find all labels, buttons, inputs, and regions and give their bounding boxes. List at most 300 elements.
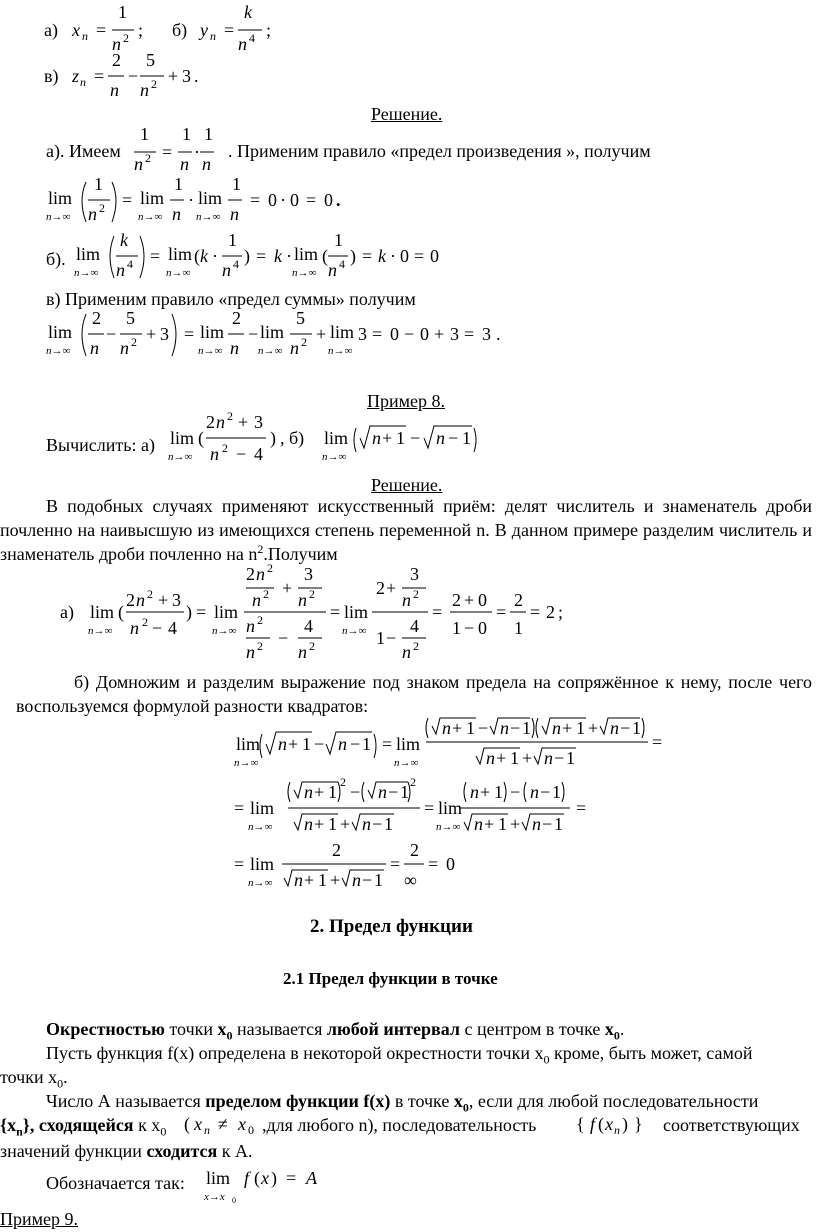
num: 1 <box>174 174 183 194</box>
lim: lim <box>330 322 355 342</box>
lim: lim <box>170 428 195 448</box>
para-1-end: .Получим <box>263 544 338 564</box>
plus: + <box>168 66 179 86</box>
plus: + <box>464 590 475 610</box>
paren: ( <box>118 602 124 622</box>
eq: = <box>234 798 245 818</box>
two: 2 <box>546 602 555 622</box>
zero: 0 <box>324 190 333 210</box>
minus: − <box>448 428 459 448</box>
one: 1 <box>396 428 405 448</box>
lim: lim <box>214 602 239 622</box>
b-comma: , б) <box>280 428 305 448</box>
minus: − <box>248 324 259 344</box>
pow: 4 <box>249 31 255 45</box>
plus: + <box>382 428 393 448</box>
den: n <box>328 260 337 280</box>
lim-sub: n→∞ <box>234 757 259 769</box>
three: 3 <box>172 590 181 610</box>
lim-sub: n→∞ <box>322 451 347 463</box>
k: k <box>274 246 282 266</box>
n: n <box>530 782 539 802</box>
one: 1 <box>576 718 585 738</box>
num: 1 <box>182 124 191 144</box>
one: 1 <box>466 718 475 738</box>
one: 1 <box>510 748 519 768</box>
xn-sub: n <box>16 1124 23 1139</box>
eq: = <box>530 602 541 622</box>
def-2-sub: 0 <box>57 1076 64 1091</box>
num: 2 <box>246 564 255 584</box>
lim: lim <box>324 428 349 448</box>
paren: ( <box>598 1114 604 1134</box>
var-y: y <box>200 20 208 40</box>
n: n <box>442 718 451 738</box>
one: 1 <box>522 718 531 738</box>
paren: ( <box>194 246 200 266</box>
dot: . <box>496 324 501 344</box>
neq: ≠ <box>218 1114 228 1134</box>
formula-example8-a-solution <box>60 562 580 674</box>
num: n <box>216 412 225 432</box>
eq: = <box>652 732 663 752</box>
pow: 2 <box>301 335 307 349</box>
zero: 0 <box>420 324 429 344</box>
n: n <box>474 814 483 834</box>
definition-limit-line2c: соответствующих <box>663 1115 800 1135</box>
def-3-b: в точке <box>390 1091 454 1111</box>
n: n <box>372 428 381 448</box>
pow: 2 <box>309 587 315 601</box>
plus: + <box>158 590 169 610</box>
minus: − <box>314 734 325 754</box>
paragraph-2: б) Домножим и разделим выражение под знаком предела на сопряжённое к нему, после чего воспользуемся формулой разности квадратов: <box>16 672 812 716</box>
eq: = <box>96 20 107 40</box>
n: n <box>304 782 313 802</box>
eq: = <box>122 190 133 210</box>
plus: + <box>522 748 533 768</box>
pow: 2 <box>123 31 129 45</box>
label-a: а) <box>60 602 74 622</box>
def-2-sub: 0 <box>543 1052 550 1067</box>
three: 3 <box>160 324 169 344</box>
def-4-c: к x <box>133 1115 161 1135</box>
minus: − <box>386 628 397 648</box>
minus: − <box>410 428 421 448</box>
eq: = <box>250 190 261 210</box>
x: x <box>261 1168 269 1188</box>
f: f <box>590 1114 596 1134</box>
den: n <box>202 154 211 174</box>
n: n <box>436 428 445 448</box>
den: n <box>298 590 307 610</box>
num: 1 <box>94 174 103 194</box>
times: · <box>286 246 292 266</box>
lim: lim <box>48 188 73 208</box>
one: 1 <box>494 782 503 802</box>
formula-lim-fx-A <box>202 1160 342 1206</box>
eq: = <box>464 324 475 344</box>
plus: + <box>496 748 507 768</box>
num: 2 <box>92 308 101 328</box>
eq: = <box>372 324 383 344</box>
definition-limit-line3 <box>0 1140 253 1162</box>
den: n <box>172 204 181 224</box>
n: n <box>352 870 361 890</box>
one: 1 <box>462 428 471 448</box>
minus: − <box>152 618 163 638</box>
label-a: а) <box>44 20 58 40</box>
def-5-a: значений функции <box>0 1141 147 1161</box>
num: 1 <box>228 230 237 250</box>
num: n <box>256 564 265 584</box>
eq: = <box>414 246 425 266</box>
n: n <box>470 782 479 802</box>
paren: ( <box>254 1168 260 1188</box>
three: 3 <box>358 324 367 344</box>
num: 2 <box>452 590 461 610</box>
pow: 2 <box>267 561 273 575</box>
num: 2 <box>126 590 135 610</box>
def-2-line2: точки x <box>0 1067 58 1087</box>
pow: 2 <box>151 77 157 91</box>
formula-1n2-product <box>130 124 230 174</box>
var-z: z <box>72 66 80 86</box>
lim-sub: n→∞ <box>138 211 163 223</box>
lim: lim <box>250 798 275 818</box>
semi: ; <box>138 20 144 40</box>
lim: lim <box>90 602 115 622</box>
dot: . <box>194 66 199 86</box>
den: n <box>402 590 411 610</box>
text-compute: Вычислить: а) <box>46 435 155 455</box>
lim-sub: x→x <box>204 1191 225 1203</box>
minus: − <box>554 748 565 768</box>
eq: = <box>184 324 195 344</box>
one: 1 <box>400 782 409 802</box>
x0-sub: 0 <box>160 1124 167 1139</box>
text-v-sum: в) Применим правило «предел суммы» получим <box>46 289 416 309</box>
num: 3 <box>304 564 313 584</box>
pow: 2 <box>413 587 419 601</box>
num: 5 <box>296 308 305 328</box>
lim-sub: n→∞ <box>292 267 317 279</box>
zero: 0 <box>430 246 439 266</box>
xn-open: {x <box>0 1115 17 1135</box>
eq: = <box>330 602 341 622</box>
plus: + <box>288 734 299 754</box>
plus: + <box>480 782 491 802</box>
def-1-b: называется <box>232 1019 327 1039</box>
zero: 0 <box>446 854 455 874</box>
pow: 2 <box>99 201 105 215</box>
def-2-end: кроме, быть может, самой <box>549 1043 753 1063</box>
heading-limit-at-point: 2.1 Предел функции в точке <box>283 969 498 988</box>
n: n <box>552 718 561 738</box>
num: 2 <box>332 840 341 860</box>
def-2-text: Пусть функция f(x) определена в некоторой окрестности точки x <box>46 1043 544 1063</box>
num: 1 <box>232 174 241 194</box>
x0: x <box>217 1019 227 1039</box>
plus: + <box>340 814 351 834</box>
n: n <box>278 734 287 754</box>
zero: 0 <box>478 590 487 610</box>
num-k: k <box>244 2 252 22</box>
sub-n: n <box>82 29 88 43</box>
den: n <box>402 642 411 662</box>
num: 2 <box>376 578 385 598</box>
formula-conjugate-3 <box>232 840 472 896</box>
example-8-heading: Пример 8. <box>367 391 446 411</box>
formula-conjugate-2 <box>232 776 602 840</box>
lim-sub: n→∞ <box>168 451 193 463</box>
num: 1 <box>334 230 343 250</box>
plus: + <box>316 324 327 344</box>
minus: − <box>510 782 521 802</box>
lim-sub: n→∞ <box>198 345 223 357</box>
paren: ( <box>198 428 204 448</box>
eq: = <box>94 66 105 86</box>
num: 2 <box>112 50 121 70</box>
plus: + <box>588 718 599 738</box>
times: · <box>390 246 396 266</box>
plus: + <box>304 870 315 890</box>
x0-sub: 0 <box>226 1028 233 1043</box>
x: x <box>238 1114 246 1134</box>
pow: 2 <box>131 335 137 349</box>
n: n <box>362 814 371 834</box>
x0: x <box>453 1091 463 1111</box>
n: n <box>544 748 553 768</box>
pow: 2 <box>147 587 153 601</box>
paragraph-1 <box>0 494 812 566</box>
minus: − <box>278 628 289 648</box>
den: n <box>230 338 239 358</box>
minus: − <box>362 870 373 890</box>
num: n <box>246 616 255 636</box>
eq: = <box>196 602 207 622</box>
def-3-a: Число А называется <box>46 1091 206 1111</box>
semi: ; <box>558 602 564 622</box>
den: n <box>140 80 149 100</box>
three: 3 <box>182 66 191 86</box>
num: 5 <box>146 50 155 70</box>
eq: = <box>362 246 373 266</box>
three: 3 <box>450 324 459 344</box>
definition-limit-line2 <box>0 1114 167 1139</box>
one: 1 <box>384 814 393 834</box>
def-1-end: . <box>619 1019 625 1039</box>
label-b: б) <box>172 20 188 40</box>
lim-sub: n→∞ <box>248 877 273 889</box>
den: n <box>298 642 307 662</box>
pow: 2 <box>340 775 346 789</box>
lim: lim <box>250 854 275 874</box>
three: 3 <box>254 412 263 432</box>
lim-sub: n→∞ <box>394 757 419 769</box>
label-v: в) <box>44 66 59 86</box>
A: A <box>306 1168 317 1188</box>
num: 4 <box>304 616 313 636</box>
para-1-text: В подобных случаях применяют искусственный приём: делят числитель и знаменатель дроби почленно на наивысшую из имеющихся степень переменной n. В данном примере разделим числитель и знаменатель дроби почленно на n <box>0 496 812 564</box>
minus: − <box>620 718 631 738</box>
one: 1 <box>554 814 563 834</box>
x: x <box>605 1114 613 1134</box>
zero: 0 <box>390 324 399 344</box>
den: n <box>230 204 239 224</box>
one: 1 <box>362 734 371 754</box>
lim-sub: n→∞ <box>258 345 283 357</box>
formula-conjugate-1 <box>232 716 672 780</box>
plus: + <box>452 718 463 738</box>
den: n <box>130 618 139 638</box>
n: n <box>532 814 541 834</box>
den: n <box>120 338 129 358</box>
num: 1 <box>204 124 213 144</box>
def-2-line2-end: . <box>63 1067 68 1087</box>
minus: − <box>128 66 139 86</box>
definition-function-line1 <box>46 1042 812 1067</box>
lim-sub: n→∞ <box>196 211 221 223</box>
pow: 2 <box>413 639 419 653</box>
lim-sub: n→∞ <box>328 345 353 357</box>
den: n <box>90 338 99 358</box>
sub-0: 0 <box>248 1123 254 1137</box>
one: 1 <box>328 814 337 834</box>
formula-f-xn <box>576 1110 656 1140</box>
minus: − <box>510 718 521 738</box>
lim: lim <box>236 734 261 754</box>
paren: ( <box>184 1114 190 1134</box>
text-apply-product: . Применим правило «предел произведения », получим <box>228 141 651 161</box>
den: n <box>252 590 261 610</box>
brace: } <box>634 1114 643 1134</box>
num: 3 <box>410 564 419 584</box>
paren: ) <box>271 1168 277 1188</box>
lim-sub: n→∞ <box>248 821 273 833</box>
sub-n: n <box>80 75 86 89</box>
pow: 4 <box>127 257 133 271</box>
lim: lim <box>260 322 285 342</box>
paren: ) <box>350 246 356 266</box>
four: 4 <box>168 618 177 638</box>
definition-limit-line1 <box>46 1090 759 1115</box>
eq: = <box>286 1168 297 1188</box>
lim-sub: n→∞ <box>46 345 71 357</box>
text-b-label: б). <box>46 249 66 269</box>
def-3-c: , если для любой последовательности <box>468 1091 759 1111</box>
plus: + <box>330 870 341 890</box>
lim: lim <box>140 188 165 208</box>
lim: lim <box>168 244 193 264</box>
den: 1 <box>452 618 461 638</box>
zero: 0 <box>400 246 409 266</box>
formula-example8 <box>166 408 486 472</box>
plus: + <box>434 324 445 344</box>
formula-lim-k <box>72 230 452 286</box>
para-1-sup: 2 <box>257 542 264 556</box>
one: 1 <box>632 718 641 738</box>
formula-xn-yn <box>30 0 330 60</box>
num: 2 <box>514 590 523 610</box>
minus: − <box>404 324 415 344</box>
def-1-a: точки <box>164 1019 218 1039</box>
one: 1 <box>552 782 561 802</box>
lim-sub: n→∞ <box>88 625 113 637</box>
times: · <box>280 190 286 210</box>
def-1-c: с центром в точке <box>459 1019 605 1039</box>
zero: 0 <box>290 190 299 210</box>
sub-n: n <box>210 29 216 43</box>
minus: − <box>236 444 247 464</box>
n: n <box>304 814 313 834</box>
num: n <box>136 590 145 610</box>
paren: ) <box>270 428 276 448</box>
lim: lim <box>48 322 73 342</box>
den: n <box>180 154 189 174</box>
k: k <box>200 246 208 266</box>
formula-zn <box>30 50 330 106</box>
n: n <box>338 734 347 754</box>
n: n <box>610 718 619 738</box>
den: n <box>222 260 231 280</box>
den: n <box>110 80 119 100</box>
lim-sub: n→∞ <box>212 625 237 637</box>
lim-sub: n→∞ <box>166 267 191 279</box>
den: n <box>210 444 219 464</box>
var-x: x <box>72 20 80 40</box>
lim: lim <box>438 798 463 818</box>
paren: ) <box>186 602 192 622</box>
x0-sub: 0 <box>613 1028 620 1043</box>
one: 1 <box>328 782 337 802</box>
term-any-interval: любой интервал <box>326 1019 460 1039</box>
num: 2 <box>232 308 241 328</box>
lim: lim <box>76 244 101 264</box>
plus: + <box>314 782 325 802</box>
lim: lim <box>206 1168 231 1188</box>
lim: lim <box>344 602 369 622</box>
plus: + <box>484 814 495 834</box>
eq: = <box>424 798 435 818</box>
definition-function-line2 <box>0 1066 68 1091</box>
den: 1 <box>514 618 523 638</box>
formula-lim-sum <box>44 308 514 364</box>
n: n <box>294 870 303 890</box>
minus: − <box>350 782 361 802</box>
term-neighborhood: Окрестностью <box>46 1019 165 1039</box>
eq: = <box>256 246 267 266</box>
paren: ( <box>322 246 328 266</box>
lim: lim <box>198 188 223 208</box>
plus: + <box>562 718 573 738</box>
semi: ; <box>266 20 272 40</box>
eq: = <box>224 20 235 40</box>
term-converging: }, сходящейся <box>22 1115 134 1135</box>
def-5-b: к А. <box>217 1141 253 1161</box>
den: n <box>116 260 125 280</box>
pow: 2 <box>145 151 151 165</box>
num: 2 <box>410 840 419 860</box>
plus: + <box>510 814 521 834</box>
n: n <box>378 782 387 802</box>
pow: 4 <box>233 257 239 271</box>
eq: = <box>428 854 439 874</box>
eq: = <box>382 734 393 754</box>
term-converges: сходится <box>146 1141 218 1161</box>
num: 4 <box>410 616 419 636</box>
times: · <box>194 142 200 162</box>
